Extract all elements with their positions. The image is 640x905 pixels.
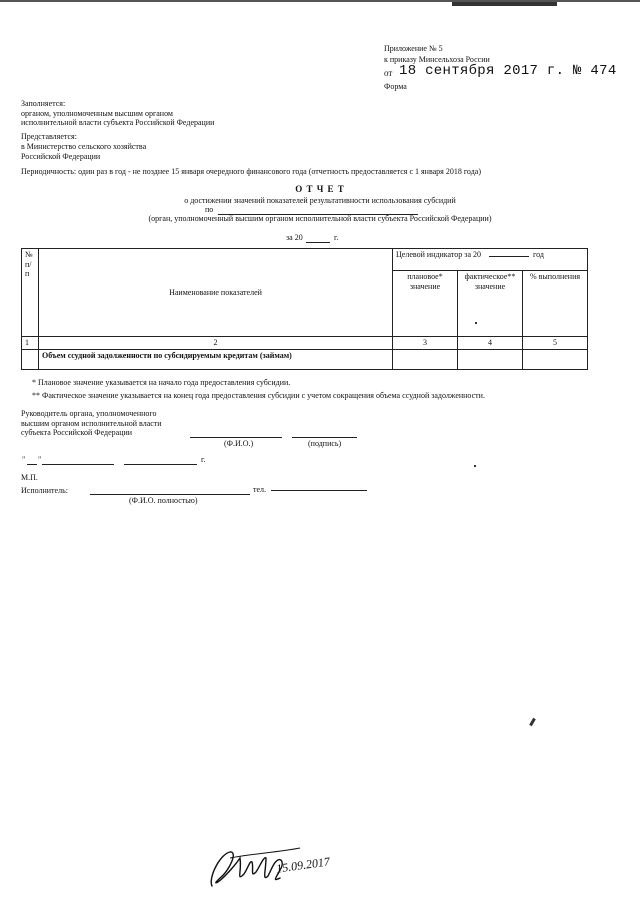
filled-by-label: Заполняется: <box>21 99 66 108</box>
filled-by-line2: исполнительной власти субъекта Российской Федерации <box>21 118 215 127</box>
target-header: Целевой индикатор за 20 год <box>393 249 588 271</box>
date-prefix: от <box>384 68 393 78</box>
day-underline <box>27 464 37 465</box>
col-number-2: 2 <box>39 337 393 350</box>
col-name-header: Наименование показателей <box>39 249 393 337</box>
stamp-place: М.П. <box>21 473 38 482</box>
phone-label: тел. <box>253 485 267 494</box>
col-number-1: 1 <box>22 337 39 350</box>
date-quote-open: " <box>22 455 26 464</box>
head-line1: Руководитель органа, уполномоченного <box>21 409 157 418</box>
phone-underline <box>271 490 367 491</box>
report-subtitle: о достижении значений показателей результативности использования субсидий <box>184 196 456 205</box>
head-line3: субъекта Российской Федерации <box>21 428 133 437</box>
col-planned-header: плановое* значение <box>393 271 458 337</box>
year-underline <box>306 242 330 243</box>
executor-fio-caption: (Ф.И.О. полностью) <box>129 496 198 505</box>
row-planned-cell <box>393 349 458 369</box>
fio-underline <box>190 437 282 438</box>
year-label: за 20 <box>286 233 303 242</box>
row-name: Объем ссудной задолженности по субсидируемым кредитам (займам) <box>39 349 393 369</box>
row-percent-cell <box>523 349 588 369</box>
year-sign-underline <box>124 464 197 465</box>
sign-caption: (подпись) <box>308 439 342 448</box>
row-num-cell <box>22 349 39 369</box>
date-year-suffix: г. <box>201 455 206 464</box>
sign-underline <box>292 437 357 438</box>
date-quote-close: " <box>38 455 42 464</box>
handwritten-signature <box>200 838 350 896</box>
form-label: Форма <box>384 82 407 91</box>
order-label: к приказу Минсельхоза России <box>384 55 490 64</box>
org-caption: (орган, уполномоченный высшим органом исполнительной власти субъекта Российской Федерации) <box>148 214 492 223</box>
scan-speck <box>529 718 536 726</box>
appendix-label: Приложение № 5 <box>384 44 443 53</box>
handwritten-date: 15.09.2017 <box>275 854 331 876</box>
executor-label: Исполнитель: <box>21 486 68 495</box>
submitted-to-label: Представляется: <box>21 132 77 141</box>
row-actual-cell <box>458 349 523 369</box>
submitted-to-line2: Российской Федерации <box>21 152 101 161</box>
by-label: по <box>205 205 214 214</box>
periodicity: Периодичность: один раз в год - не позднее 15 января очередного финансового года (отчетность предоставляется с 1 января 2018 года) <box>21 167 481 176</box>
executor-underline <box>90 494 250 495</box>
footnote-actual: ** Фактическое значение указывается на конец года предоставления субсидии с учетом сокращения объема ссудной задолженности. <box>32 391 485 400</box>
scan-speck <box>475 322 477 324</box>
filled-by-line1: органом, уполномоченным высшим органом <box>21 109 173 118</box>
order-date: 18 сентября 2017 г. № 474 <box>399 63 617 79</box>
year-suffix: г. <box>334 233 339 242</box>
col-actual-header: фактическое** значение <box>458 271 523 337</box>
scan-speck <box>474 465 476 467</box>
col-num-header: № п/п <box>22 249 39 337</box>
fio-caption: (Ф.И.О.) <box>224 439 254 448</box>
scan-top-mark <box>452 2 557 6</box>
report-heading: О Т Ч Е Т <box>295 184 345 194</box>
col-number-3: 3 <box>393 337 458 350</box>
submitted-to-line1: в Министерство сельского хозяйства <box>21 142 147 151</box>
head-line2: высшим органом исполнительной власти <box>21 419 162 428</box>
month-underline <box>42 464 114 465</box>
footnote-planned: * Плановое значение указывается на начало года предоставления субсидии. <box>32 378 291 387</box>
col-number-5: 5 <box>523 337 588 350</box>
report-table <box>21 248 588 370</box>
col-number-4: 4 <box>458 337 523 350</box>
col-percent-header: % выполнения <box>523 271 588 337</box>
